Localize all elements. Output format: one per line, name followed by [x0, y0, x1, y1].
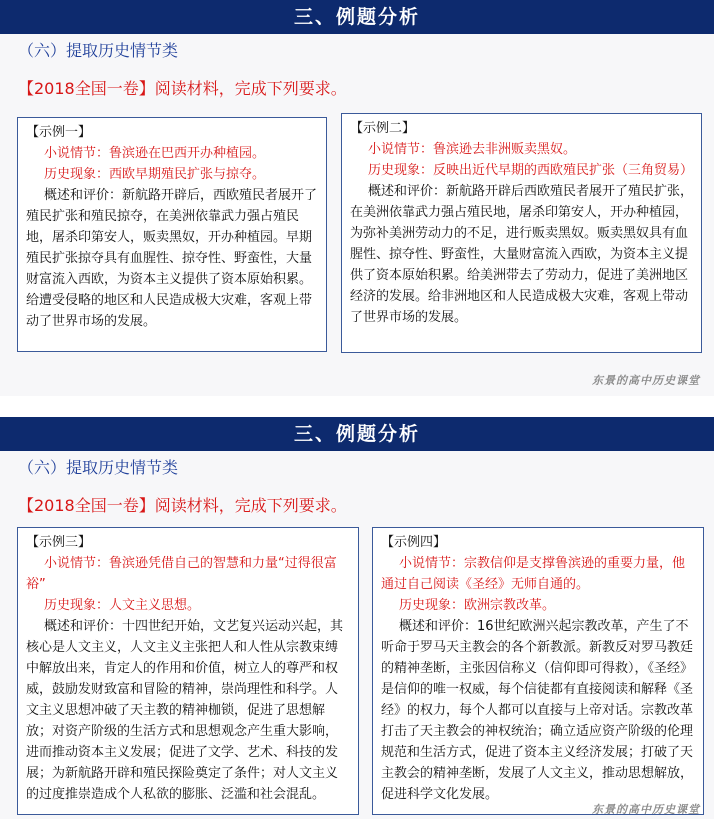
example-tag: 【示例三】	[26, 535, 92, 550]
historical-phenomenon: 历史现象：人文主义思想。	[44, 598, 201, 613]
task-instruction: 【2018全国一卷】阅读材料，完成下列要求。	[18, 496, 347, 515]
summary-evaluation: 概述和评价：新航路开辟后，西欧殖民者展开了殖民扩张和殖民掠夺，在美洲依靠武力强占殖民地，屠杀印第安人，贩卖黑奴，开办种植园。早期殖民扩张掠夺具有血腥性、掠夺性、野蛮性，大量财富流入西欧，为资本主义提供了资本原始积累。给遭受侵略的地区和人民造成极大灾难，客观上带动了世界市场的发展。	[26, 188, 318, 329]
summary-evaluation: 概述和评价：16世纪欧洲兴起宗教改革，产生了不听命于罗马天主教会的各个新教派。新教反对罗马教廷的精神垄断，主张因信称义（信仰即可得救），《圣经》是信仰的唯一权威，每个信徒都有直接阅读和解释《圣经》的权力，每个人都可以直接与上帝对话。宗教改革打击了天主教会的神权统治；确立适应资产阶级的伦理规范和生活方式，促进了资本主义经济发展；打破了天主教会的精神垄断，发展了人文主义，推动思想解放，促进科学文化发展。	[381, 619, 694, 802]
novel-plot: 小说情节：鲁滨逊在巴西开办种植园。	[44, 146, 266, 161]
historical-phenomenon: 历史现象：欧洲宗教改革。	[399, 598, 556, 613]
summary-evaluation: 概述和评价：十四世纪开始，文艺复兴运动兴起，其核心是人文主义，人文主义主张把人和人性从宗教束缚中解放出来，肯定人的作用和价值，树立人的尊严和权威，鼓励发财致富和冒险的精神，崇尚理性和科学。人文主义思想冲破了天主教的精神枷锁，促进了思想解放；对资产阶级的生活方式和思想观念产生重大影响，进而推动资本主义发展；促进了文学、艺术、科技的发展；为新航路开辟和殖民探险奠定了条件；对人文主义的过度推崇造成个人私欲的膨胀、泛滥和社会混乱。	[26, 619, 344, 802]
historical-phenomenon: 历史现象：西欧早期殖民扩张与掠夺。	[44, 167, 266, 182]
section-subtitle: （六）提取历史情节类	[18, 458, 179, 477]
slide-1	[0, 0, 714, 396]
task-instruction: 【2018全国一卷】阅读材料，完成下列要求。	[18, 79, 347, 98]
novel-plot: 小说情节：鲁滨逊凭借自己的智慧和力量“过得很富裕”	[26, 556, 337, 592]
slide-header: 三、例题分析	[0, 0, 714, 34]
slide-header: 三、例题分析	[0, 417, 714, 451]
historical-phenomenon: 历史现象：反映出近代早期的西欧殖民扩张（三角贸易）	[368, 163, 694, 178]
watermark: 东景的高中历史课堂	[592, 374, 700, 387]
example-box-3	[17, 527, 359, 815]
novel-plot: 小说情节：鲁滨逊去非洲贩卖黑奴。	[368, 142, 577, 157]
example-box-4	[372, 527, 704, 815]
slide-2	[0, 417, 714, 819]
novel-plot: 小说情节：宗教信仰是支撑鲁滨逊的重要力量，他通过自己阅读《圣经》无师自通的。	[381, 556, 686, 592]
example-box-1	[17, 117, 327, 352]
example-box-2	[341, 113, 702, 353]
slide-gap	[0, 396, 714, 417]
summary-evaluation: 概述和评价：新航路开辟后西欧殖民者展开了殖民扩张，在美洲依靠武力强占殖民地，屠杀印第安人，开办种植园，为弥补美洲劳动力的不足，进行贩卖黑奴。贩卖黑奴具有血腥性、掠夺性、野蛮性，大量财富流入西欧，为资本主义提供了资本原始积累。给美洲带去了劳动力，促进了美洲地区经济的发展。给非洲地区和人民造成极大灾难，客观上带动了世界市场的发展。	[350, 184, 694, 325]
section-subtitle: （六）提取历史情节类	[18, 41, 179, 60]
example-tag: 【示例四】	[381, 535, 447, 550]
watermark: 东景的高中历史课堂	[592, 803, 700, 816]
example-tag: 【示例一】	[26, 125, 92, 140]
example-tag: 【示例二】	[350, 121, 416, 136]
